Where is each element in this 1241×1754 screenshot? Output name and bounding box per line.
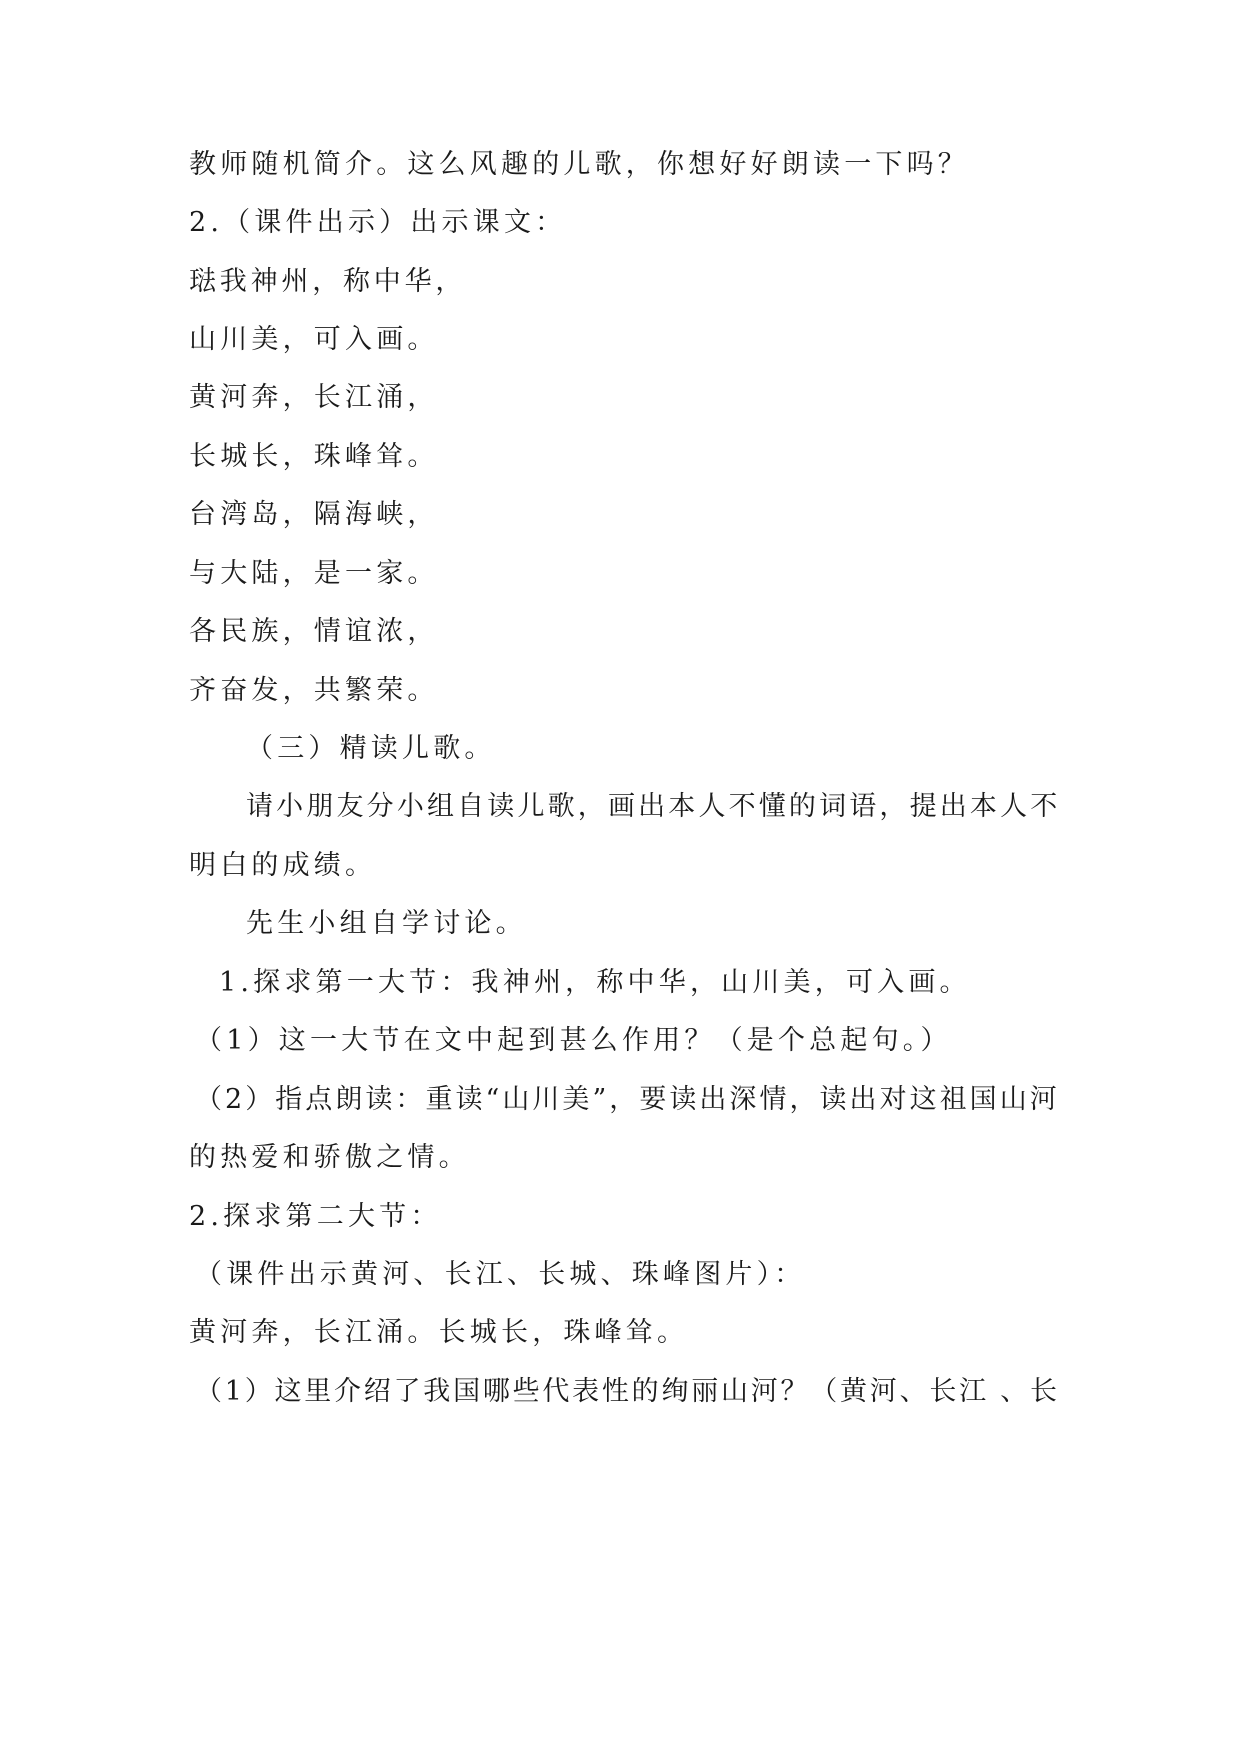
- paragraph-line: 2.探求第二大节：: [189, 1201, 442, 1232]
- poem-line: 黄河奔，长江涌，: [189, 382, 439, 413]
- paragraph-line: 教师随机简介。这么风趣的儿歌，你想好好朗读一下吗？: [189, 149, 969, 180]
- paragraph-line: 的热爱和骄傲之情。: [189, 1142, 470, 1173]
- poem-line: 台湾岛，隔海峡，: [189, 499, 439, 530]
- paragraph-line: 请小朋友分小组自读儿歌，画出本人不懂的词语，提出本人不: [246, 791, 1061, 822]
- paragraph-line: （2）指点朗读：重读“山川美”，要读出深情，读出对这祖国山河: [195, 1084, 1060, 1115]
- paragraph-line: 2.（课件出示）出示课文：: [189, 207, 567, 238]
- poem-line: 各民族，情谊浓，: [189, 616, 439, 647]
- poem-line: 山川美，可入画。: [189, 324, 439, 355]
- paragraph-line: 1.探求第一大节：我神州，称中华，山川美，可入画。: [219, 967, 971, 998]
- section-heading: （三）精读儿歌。: [246, 733, 496, 764]
- poem-line: 琺我神州，称中华，: [189, 266, 467, 297]
- poem-line: 与大陆，是一家。: [189, 558, 439, 589]
- poem-line: 齐奋发，共繁荣。: [189, 675, 439, 706]
- paragraph-line: （1）这里介绍了我国哪些代表性的绚丽山河？（黄河、长江 、长: [195, 1376, 1060, 1407]
- paragraph-line: （课件出示黄河、长江、长城、珠峰图片）：: [195, 1259, 806, 1290]
- paragraph-line: 明白的成绩。: [189, 850, 377, 881]
- paragraph-line: 黄河奔，长江涌。长城长，珠峰耸。: [189, 1317, 689, 1348]
- poem-line: 长城长，珠峰耸。: [189, 441, 439, 472]
- paragraph-line: （1）这一大节在文中起到甚么作用？（是个总起句。）: [195, 1025, 952, 1056]
- paragraph-line: 先生小组自学讨论。: [246, 908, 527, 939]
